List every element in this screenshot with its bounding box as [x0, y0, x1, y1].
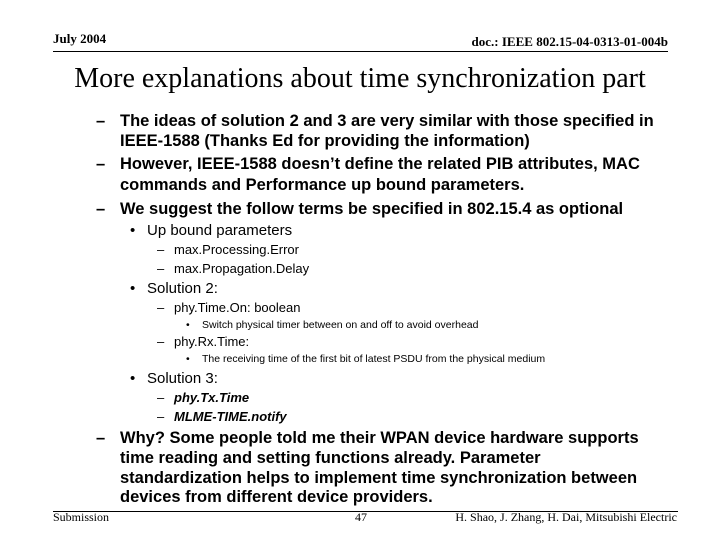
slide-title: More explanations about time synchronization part [74, 63, 646, 94]
header-rule [53, 51, 668, 52]
bullet-4-line-1: Why? Some people told me their WPAN device hardware supports [120, 429, 639, 447]
bullet-3-3-1: phy.Tx.Time [174, 390, 250, 405]
dash-bullet-4: – [96, 429, 106, 447]
bullet-2-line-2: commands and Performance up bound parameters. [120, 176, 525, 194]
dash-bullet-2: – [96, 155, 106, 173]
bullet-3-3-2: MLME-TIME.notify [174, 409, 287, 424]
header-date: July 2004 [53, 31, 107, 46]
dot-bullet-3-2-1-1: • [186, 319, 190, 331]
bullet-3-1: Up bound parameters [147, 222, 293, 239]
bullet-4-line-2: time reading and setting functions already. Parameter [120, 449, 541, 467]
dash-bullet-3-1-2: – [157, 261, 165, 276]
dash-bullet-3-3-1: – [157, 390, 165, 405]
bullet-1-line-1: The ideas of solution 2 and 3 are very similar with those specified in [120, 112, 654, 130]
header-doc-id: doc.: IEEE 802.15-04-0313-01-004b [471, 34, 668, 49]
bullet-2-line-1: However, IEEE-1588 doesn’t define the related PIB attributes, MAC [120, 155, 640, 173]
bullet-3-1-2: max.Propagation.Delay [174, 261, 310, 276]
footer-authors: H. Shao, J. Zhang, H. Dai, Mitsubishi Electric [455, 510, 677, 524]
bullet-4-line-4: devices from different device providers. [120, 488, 433, 506]
bullet-3-2-1-1: Switch physical timer between on and off to avoid overhead [202, 319, 479, 331]
bullet-3-3: Solution 3: [147, 370, 218, 387]
bullet-3-1-1: max.Processing.Error [174, 242, 299, 257]
bullet-3-2-1: phy.Time.On: boolean [174, 300, 301, 315]
dot-bullet-3-3: • [130, 370, 136, 387]
bullet-3-line-1: We suggest the follow terms be specified in 802.15.4 as optional [120, 200, 624, 218]
dash-bullet-1: – [96, 112, 106, 130]
bullet-4-line-3: standardization helps to implement time synchronization between [120, 469, 638, 487]
dot-bullet-3-1: • [130, 222, 136, 239]
footer-page-number: 47 [355, 510, 367, 524]
dash-bullet-3-2-1: – [157, 300, 165, 315]
bullet-1-line-2: IEEE-1588 (Thanks Ed for providing the information) [120, 132, 530, 150]
dot-bullet-3-2: • [130, 280, 136, 297]
dash-bullet-3: – [96, 200, 106, 218]
dash-bullet-3-1-1: – [157, 242, 165, 257]
bullet-3-2: Solution 2: [147, 280, 218, 297]
bullet-3-2-2: phy.Rx.Time: [174, 334, 250, 349]
bullet-3-2-2-1: The receiving time of the first bit of latest PSDU from the physical medium [202, 353, 546, 365]
dot-bullet-3-2-2-1: • [186, 353, 190, 365]
dash-bullet-3-3-2: – [157, 409, 165, 424]
dash-bullet-3-2-2: – [157, 334, 165, 349]
footer-submission: Submission [53, 510, 110, 524]
